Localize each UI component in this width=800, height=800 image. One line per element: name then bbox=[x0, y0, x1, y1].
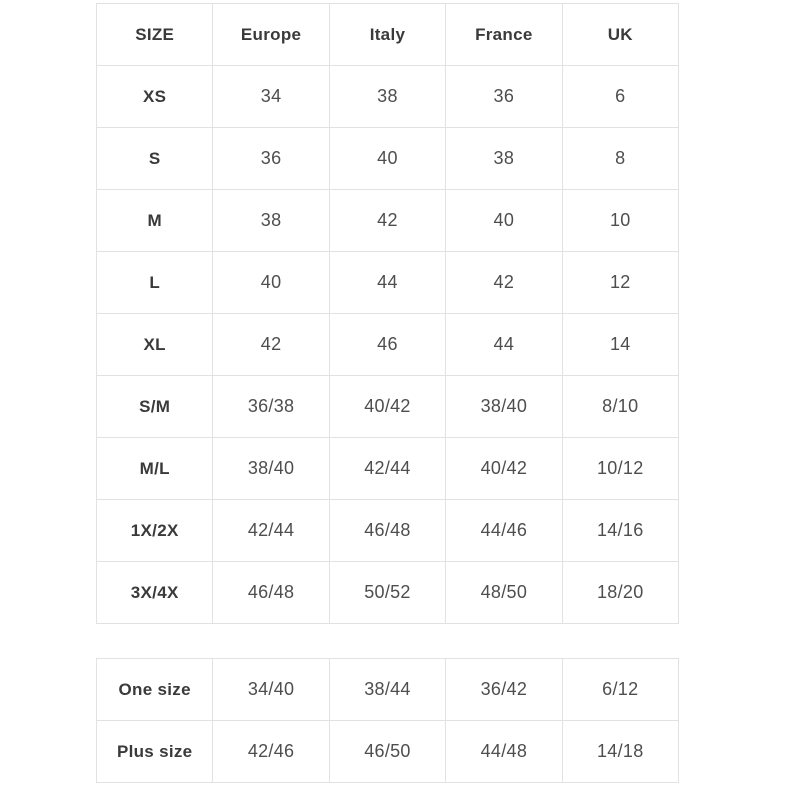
table-row bbox=[97, 562, 679, 624]
value-cell: 40 bbox=[213, 252, 329, 314]
row-label-cell: XS bbox=[97, 66, 213, 128]
row-label-cell: 3X/4X bbox=[97, 562, 213, 624]
value-cell: 42 bbox=[446, 252, 562, 314]
column-header-france: France bbox=[446, 4, 562, 66]
size-conversion-table bbox=[96, 3, 679, 624]
row-label-cell: M bbox=[97, 190, 213, 252]
value-cell: 18/20 bbox=[562, 562, 678, 624]
value-cell: 36/42 bbox=[446, 659, 562, 721]
value-cell: 14 bbox=[562, 314, 678, 376]
table-row bbox=[97, 252, 679, 314]
value-cell: 46/50 bbox=[329, 721, 445, 783]
table-row bbox=[97, 190, 679, 252]
value-cell: 6/12 bbox=[562, 659, 678, 721]
value-cell: 50/52 bbox=[329, 562, 445, 624]
value-cell: 46/48 bbox=[329, 500, 445, 562]
table-row bbox=[97, 66, 679, 128]
value-cell: 44/48 bbox=[446, 721, 562, 783]
row-label-cell: L bbox=[97, 252, 213, 314]
value-cell: 44 bbox=[446, 314, 562, 376]
table-row bbox=[97, 438, 679, 500]
value-cell: 40/42 bbox=[446, 438, 562, 500]
value-cell: 38/44 bbox=[329, 659, 445, 721]
value-cell: 36 bbox=[446, 66, 562, 128]
value-cell: 38 bbox=[329, 66, 445, 128]
value-cell: 14/18 bbox=[562, 721, 678, 783]
value-cell: 34/40 bbox=[213, 659, 329, 721]
value-cell: 10 bbox=[562, 190, 678, 252]
value-cell: 38/40 bbox=[213, 438, 329, 500]
table-row bbox=[97, 314, 679, 376]
value-cell: 6 bbox=[562, 66, 678, 128]
column-header-uk: UK bbox=[562, 4, 678, 66]
value-cell: 42/44 bbox=[329, 438, 445, 500]
table-row bbox=[97, 500, 679, 562]
value-cell: 36 bbox=[213, 128, 329, 190]
size-table-body bbox=[97, 66, 679, 624]
value-cell: 42/46 bbox=[213, 721, 329, 783]
row-label-cell: XL bbox=[97, 314, 213, 376]
value-cell: 42 bbox=[329, 190, 445, 252]
value-cell: 40 bbox=[329, 128, 445, 190]
value-cell: 46 bbox=[329, 314, 445, 376]
value-cell: 46/48 bbox=[213, 562, 329, 624]
row-label-cell: Plus size bbox=[97, 721, 213, 783]
row-label-cell: One size bbox=[97, 659, 213, 721]
value-cell: 42 bbox=[213, 314, 329, 376]
value-cell: 42/44 bbox=[213, 500, 329, 562]
value-cell: 14/16 bbox=[562, 500, 678, 562]
value-cell: 38 bbox=[446, 128, 562, 190]
value-cell: 10/12 bbox=[562, 438, 678, 500]
row-label-cell: S/M bbox=[97, 376, 213, 438]
column-header-size: SIZE bbox=[97, 4, 213, 66]
table-row bbox=[97, 659, 679, 721]
row-label-cell: M/L bbox=[97, 438, 213, 500]
column-header-italy: Italy bbox=[329, 4, 445, 66]
special-size-table bbox=[96, 658, 679, 783]
value-cell: 34 bbox=[213, 66, 329, 128]
row-label-cell: 1X/2X bbox=[97, 500, 213, 562]
value-cell: 48/50 bbox=[446, 562, 562, 624]
table-row bbox=[97, 128, 679, 190]
column-header-europe: Europe bbox=[213, 4, 329, 66]
value-cell: 40/42 bbox=[329, 376, 445, 438]
special-size-table-body bbox=[97, 659, 679, 783]
size-table-header bbox=[97, 4, 679, 66]
value-cell: 36/38 bbox=[213, 376, 329, 438]
value-cell: 38 bbox=[213, 190, 329, 252]
table-gap bbox=[96, 624, 800, 658]
value-cell: 12 bbox=[562, 252, 678, 314]
value-cell: 8/10 bbox=[562, 376, 678, 438]
value-cell: 44 bbox=[329, 252, 445, 314]
value-cell: 44/46 bbox=[446, 500, 562, 562]
value-cell: 40 bbox=[446, 190, 562, 252]
value-cell: 38/40 bbox=[446, 376, 562, 438]
table-row bbox=[97, 376, 679, 438]
value-cell: 8 bbox=[562, 128, 678, 190]
header-row bbox=[97, 4, 679, 66]
row-label-cell: S bbox=[97, 128, 213, 190]
table-row bbox=[97, 721, 679, 783]
